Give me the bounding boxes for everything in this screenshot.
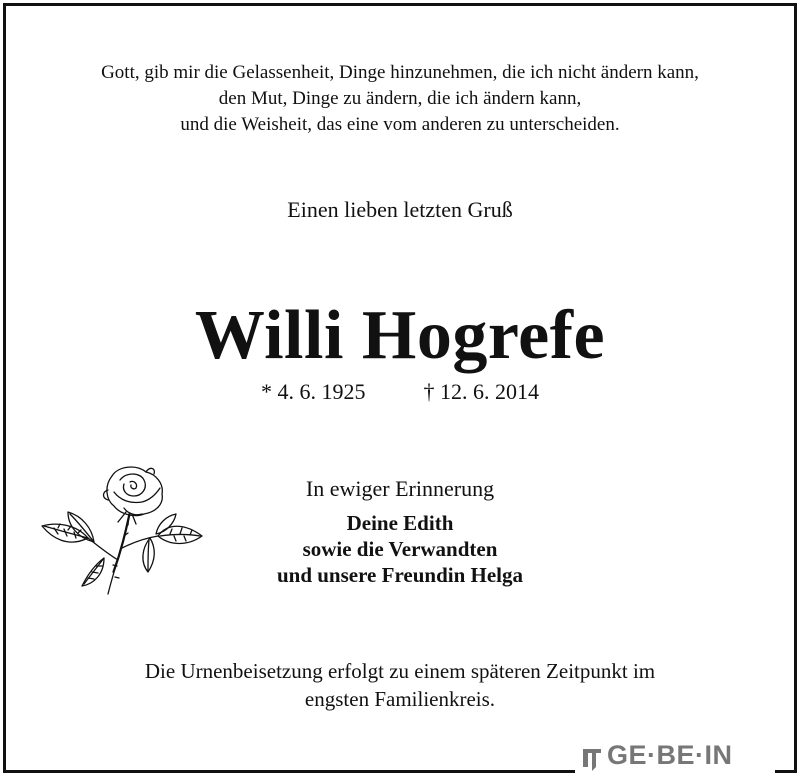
farewell-greeting: Einen lieben letzten Gruß — [287, 197, 513, 222]
prayer-line-2: den Mut, Dinge zu ändern, die ich ändern kann, — [218, 88, 582, 109]
prayer-line-3: und die Weisheit, das eine vom anderen zu unterscheiden. — [180, 114, 620, 135]
memory-line: In ewiger Erinnerung — [305, 476, 495, 501]
life-dates — [0, 379, 800, 405]
death-date: † 12. 6. 2014 — [423, 379, 539, 404]
prayer-line-1: Gott, gib mir die Gelassenheit, Dinge hinzunehmen, die ich nicht ändern kann, — [101, 62, 699, 83]
birth-date: * 4. 6. 1925 — [261, 379, 366, 404]
mourner-line: Deine Edith — [346, 511, 454, 535]
gebein-logo — [575, 738, 775, 774]
serenity-prayer — [0, 60, 800, 138]
notice-line-1: Die Urnenbeisetzung erfolgt zu einem späteren Zeitpunkt im — [144, 659, 656, 683]
notice-line-2: engsten Familienkreis. — [304, 687, 496, 711]
mourner-line: und unsere Freundin Helga — [276, 563, 524, 587]
mourner-line: sowie die Verwandten — [302, 537, 498, 561]
logo-text: GE·BE·IN — [607, 740, 733, 770]
deceased-name: Willi Hogrefe — [194, 297, 606, 374]
mourners-list — [0, 510, 800, 588]
burial-notice — [0, 657, 800, 713]
gebein-logo-icon — [581, 745, 603, 771]
